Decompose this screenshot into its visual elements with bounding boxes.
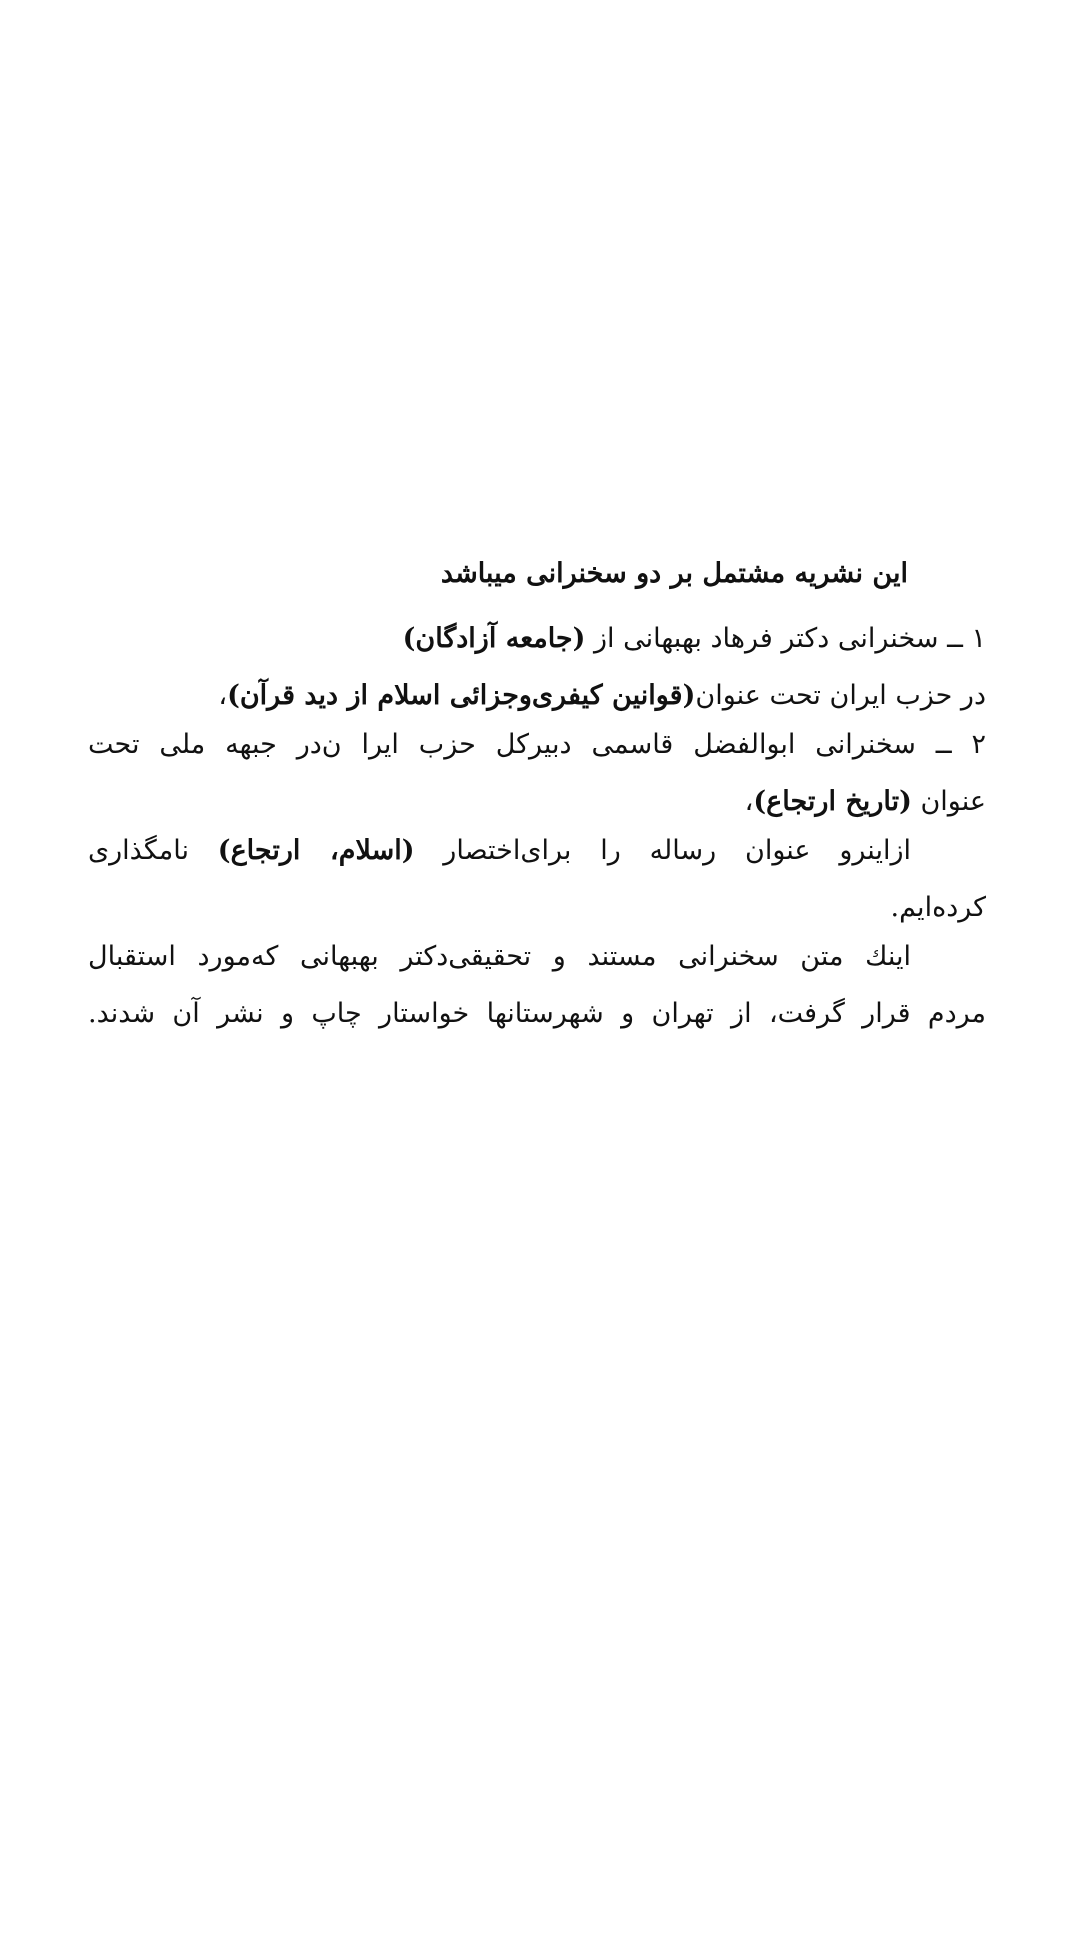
- item-1-affiliation: (جامعه آزادگان): [402, 623, 586, 654]
- item-2-label: عنوان: [911, 786, 986, 817]
- paragraph-publication-note: [88, 943, 986, 1027]
- item-1-talk-title: (قوانین کیفری‌وجزائی اسلام از دید قرآن): [227, 680, 696, 711]
- paragraph-title-note: [88, 837, 986, 921]
- paragraph-3-line-1: [88, 837, 986, 864]
- paragraph-4-line-1: اینك متن سخنرانی مستند و تحقیقی‌دکتر بهبهانی کەمورد استقبال: [88, 941, 911, 972]
- item-1-venue: در حزب ایران تحت عنوان: [695, 680, 986, 711]
- item-1-comma: ،: [218, 680, 228, 711]
- item-2: [88, 731, 986, 815]
- item-2-talk-title: (تاریخ ارتجاع): [753, 786, 912, 817]
- item-2-line-2: [88, 788, 986, 815]
- paragraph-3-suffix: نامگذاری: [88, 835, 218, 866]
- item-1-speaker: ۱ ــ سخنرانی دکتر فرهاد بهبهانی از: [585, 623, 986, 654]
- paragraph-3-text: ازاینرو عنوان رساله را برای‌اختصار: [414, 835, 911, 866]
- document-body: [88, 560, 986, 1049]
- item-1: [88, 625, 986, 709]
- booklet-title: (اسلام، ارتجاع): [217, 835, 415, 866]
- paragraph-4-line-2: مردم قرار گرفت، از تهران و شهرستانها خواستار چاپ و نشر آن شدند.: [88, 998, 986, 1029]
- item-2-comma: ،: [744, 786, 754, 817]
- item-1-line-1: [88, 625, 986, 652]
- paragraph-3-line-2: کرده‌ایم.: [890, 892, 986, 923]
- item-2-line-1: ۲ ــ سخنرانی ابوالفضل قاسمی دبیرکل حزب ایرا ن‌در جبهه ملی تحت: [88, 729, 986, 760]
- item-1-line-2: [88, 682, 986, 709]
- intro-line: این نشریه مشتمل بر دو سخنرانی میباشد: [440, 558, 908, 589]
